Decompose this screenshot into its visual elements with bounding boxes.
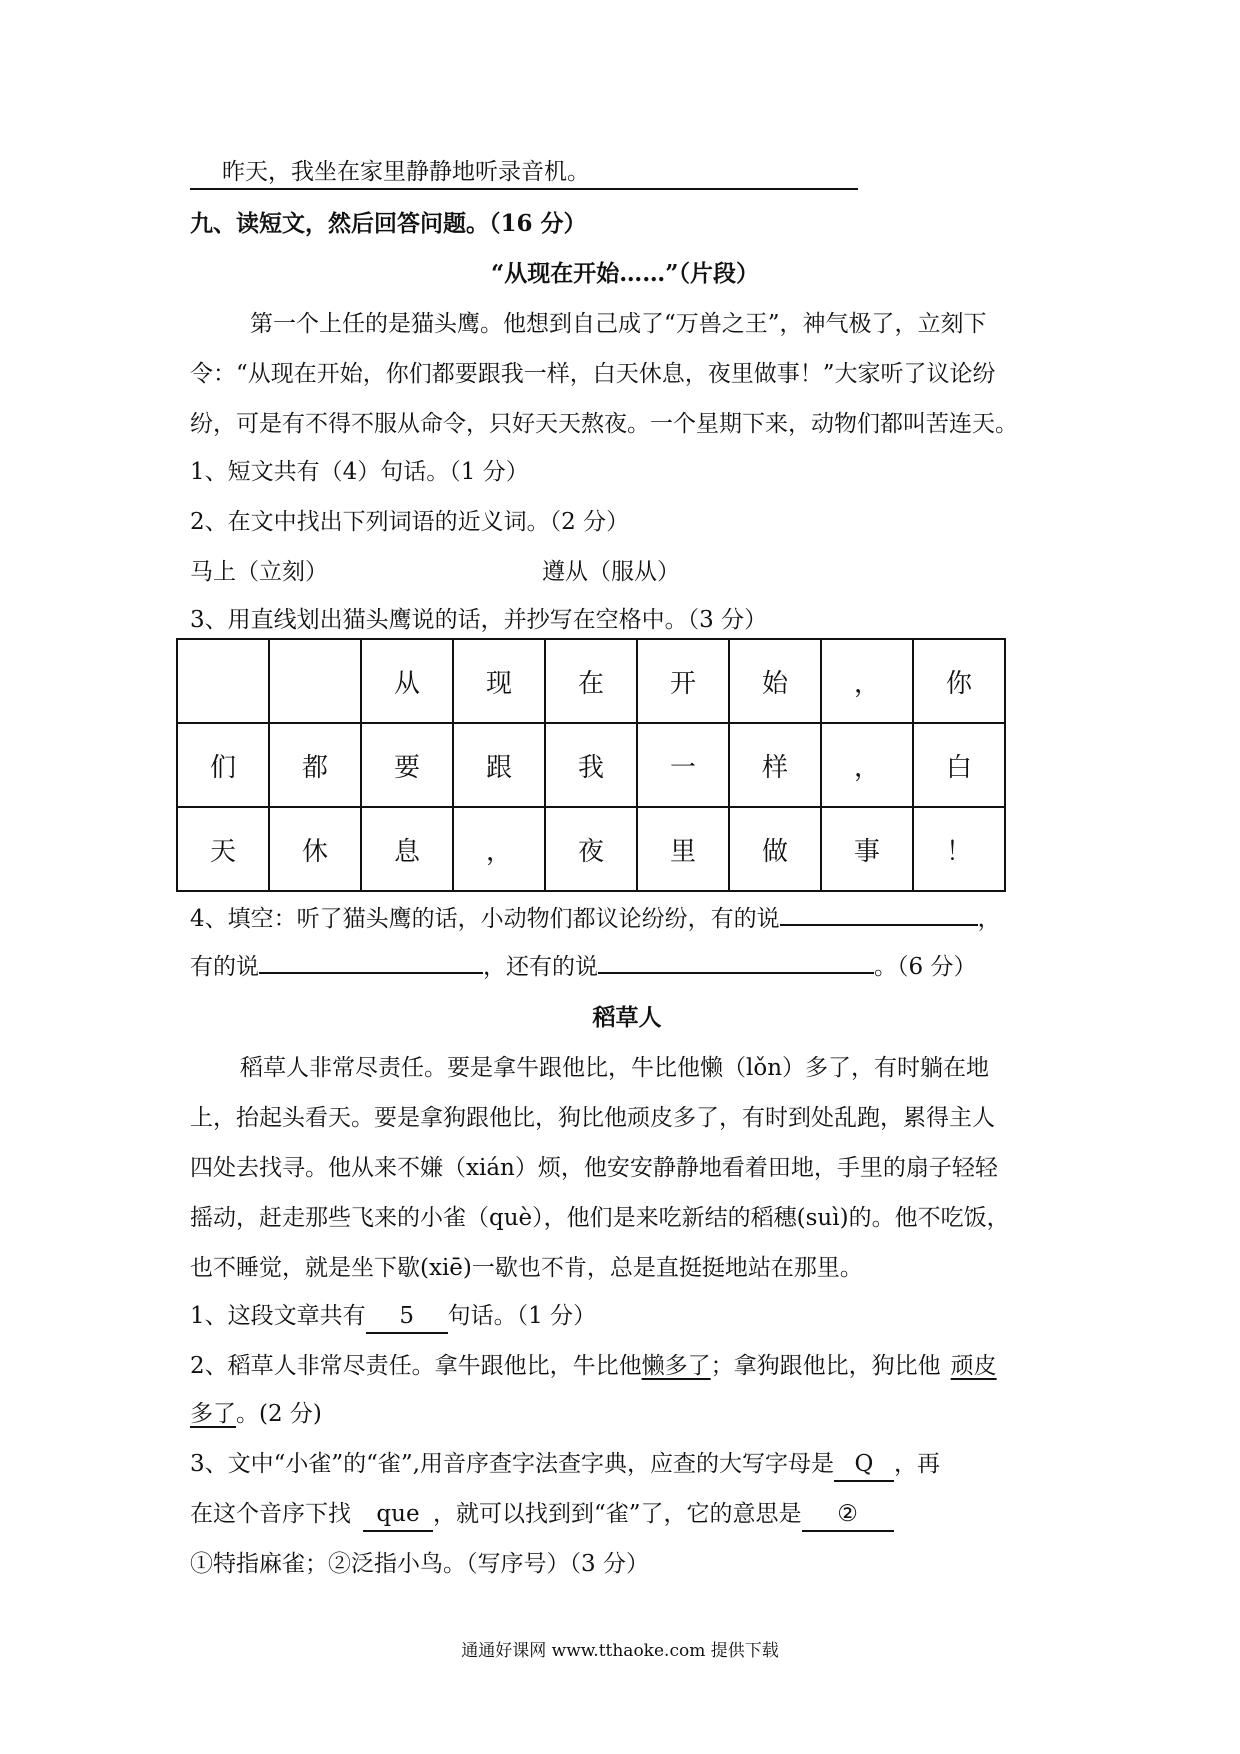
question-4-comma: ， (977, 906, 1001, 932)
question-text: ，再 (893, 1451, 940, 1477)
filled-answer[interactable]: Q (834, 1448, 894, 1482)
scarecrow-question-2-cont (190, 1398, 322, 1430)
question-2-answer-b: 遵从（服从） (542, 559, 680, 585)
filled-answer[interactable]: que (363, 1498, 433, 1532)
question-4-prompt: 4、填空：听了猫头鹰的话，小动物们都议论纷纷，有的说 (190, 906, 780, 932)
grid-cell: ， (453, 807, 545, 891)
scarecrow-line: 摇动，赶走那些飞来的小雀（què），他们是来吃新结的稻穗(suì)的。他不吃饭， (190, 1205, 1010, 1231)
grid-cell (269, 639, 361, 723)
passage-line: 纷，可是有不得不服从命令，只好天天熬夜。一个星期下来，动物们都叫苦连天。 (190, 411, 1018, 437)
answer-blank[interactable] (598, 950, 874, 974)
filled-answer[interactable]: 5 (366, 1300, 448, 1334)
grid-row (177, 807, 1005, 891)
scarecrow-question-3 (190, 1448, 940, 1482)
question-2: 2、在文中找出下列词语的近义词。（2 分） (190, 509, 630, 535)
grid-cell: 天 (177, 807, 269, 891)
scarecrow-question-2 (190, 1350, 997, 1382)
scarecrow-line: 稻草人非常尽责任。要是拿牛跟他比，牛比他懒（lǒn）多了，有时躺在地 (240, 1055, 990, 1081)
question-4-label-b: 有的说 (190, 954, 259, 980)
question-text: ；拿狗跟他比，狗比他 (710, 1353, 941, 1379)
grid-cell: 你 (913, 639, 1005, 723)
grid-cell (177, 639, 269, 723)
filled-answer[interactable]: 顽皮 (950, 1353, 997, 1379)
scarecrow-question-3-options: ①特指麻雀；②泛指小鸟。（写序号）（3 分） (190, 1551, 649, 1577)
grid-cell: 跟 (453, 723, 545, 807)
grid-cell: 事 (821, 807, 913, 891)
scarecrow-question-3-line-2 (190, 1498, 894, 1532)
question-4-line-1 (190, 902, 1001, 935)
passage-title: “从现在开始……”（片段） (491, 260, 759, 287)
answer-blank[interactable] (259, 950, 483, 974)
grid-cell: 我 (545, 723, 637, 807)
question-text: 在这个音序下找 (190, 1501, 351, 1527)
grid-cell: ， (821, 723, 913, 807)
question-4-label-c: ，还有的说 (483, 954, 598, 980)
filled-answer[interactable]: ② (802, 1498, 894, 1532)
grid-cell: 休 (269, 807, 361, 891)
scarecrow-line: 上，抬起头看天。要是拿狗跟他比，狗比他顽皮多了，有时到处乱跑，累得主人 (190, 1105, 995, 1131)
grid-cell: 白 (913, 723, 1005, 807)
filled-answer[interactable]: 多了 (190, 1401, 236, 1427)
question-text: 2、稻草人非常尽责任。拿牛跟他比，牛比他 (190, 1353, 642, 1379)
grid-cell: 从 (361, 639, 453, 723)
grid-cell: 一 (637, 723, 729, 807)
question-3: 3、用直线划出猫头鹰说的话，并抄写在空格中。（3 分） (190, 607, 768, 633)
grid-cell: 在 (545, 639, 637, 723)
question-text: 。(2 分) (236, 1401, 322, 1427)
answer-blank[interactable] (780, 902, 978, 926)
passage-line: 令：“从现在开始，你们都要跟我一样，白天休息，夜里做事！”大家听了议论纷 (190, 361, 996, 387)
scarecrow-title: 稻草人 (592, 1004, 662, 1031)
scarecrow-question-1 (190, 1300, 596, 1334)
grid-cell: 始 (729, 639, 821, 723)
question-2-answer-a: 马上（立刻） (190, 559, 328, 585)
grid-cell: 要 (361, 723, 453, 807)
grid-row (177, 723, 1005, 807)
grid-cell: 现 (453, 639, 545, 723)
scarecrow-line: 四处去找寻。他从来不嫌（xián）烦，他安安静静地看着田地，手里的扇子轻轻 (190, 1155, 998, 1181)
question-text: 1、这段文章共有 (190, 1303, 366, 1329)
filled-answer[interactable]: 懒多了 (641, 1353, 711, 1379)
passage-line: 第一个上任的是猫头鹰。他想到自己成了“万兽之王”，神气极了，立刻下 (250, 311, 987, 337)
page-footer: 通通好课网 www.tthaoke.com 提供下载 (461, 1641, 779, 1661)
section-heading: 九、读短文，然后回答问题。（16 分） (190, 210, 587, 237)
answer-grid (176, 638, 1006, 892)
question-4-line-2 (190, 950, 976, 983)
scarecrow-line: 也不睡觉，就是坐下歇(xiē)一歇也不肯，总是直挺挺地站在那里。 (190, 1255, 863, 1281)
top-line: 昨天，我坐在家里静静地听录音机。 (190, 156, 858, 190)
question-text: 3、文中“小雀”的“雀”,用音序查字法查字典，应查的大写字母是 (190, 1451, 834, 1477)
grid-cell: 开 (637, 639, 729, 723)
grid-cell: 们 (177, 723, 269, 807)
grid-cell: 样 (729, 723, 821, 807)
question-text: 句话。（1 分） (447, 1303, 597, 1329)
grid-cell: 里 (637, 807, 729, 891)
question-1: 1、短文共有（4）句话。（1 分） (190, 459, 529, 485)
grid-cell: 都 (269, 723, 361, 807)
question-4-score: 。（6 分） (874, 954, 977, 980)
question-text: ，就可以找到到“雀”了，它的意思是 (433, 1501, 802, 1527)
grid-cell: 息 (361, 807, 453, 891)
grid-cell: ！ (913, 807, 1005, 891)
grid-cell: 夜 (545, 807, 637, 891)
grid-cell: ， (821, 639, 913, 723)
grid-row (177, 639, 1005, 723)
grid-cell: 做 (729, 807, 821, 891)
